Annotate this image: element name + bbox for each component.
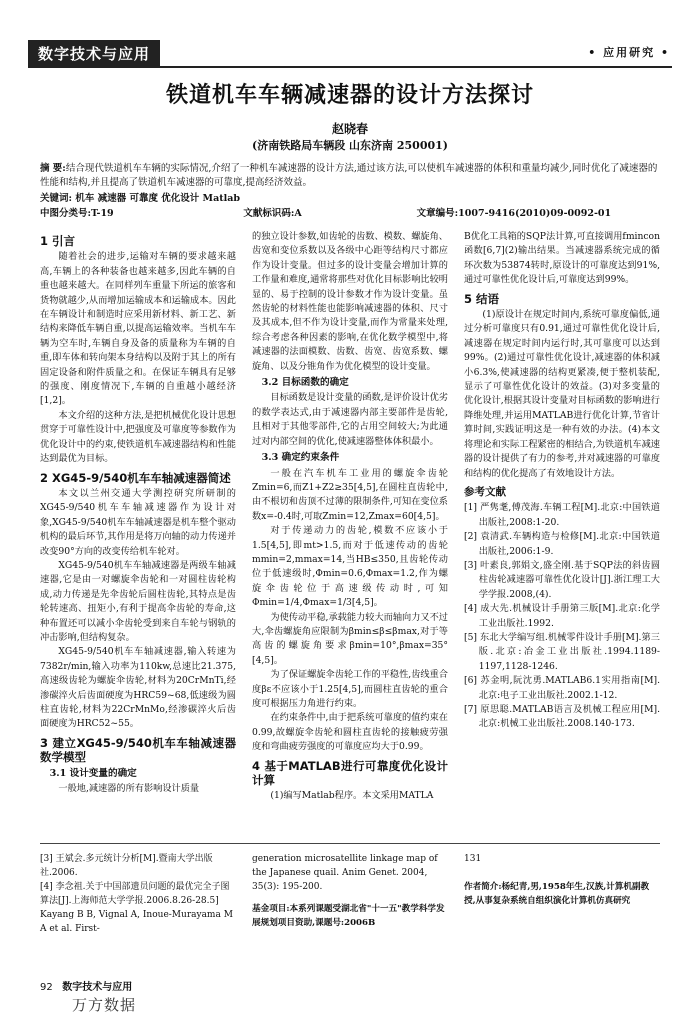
paragraph: XG45-9/540机车车轴减速器是两级车轴减速器,它是由一对螺旋伞齿轮和一对圆柱齿轮构成,动力传递是先伞齿轮后圆柱齿轮,其特点是齿轮转速高、扭矩小,有利于提高伞齿轮的寿命,这种布置还可以减小伞齿轮受到来自车轮与钢轨的冲击影响,但结构复杂。 (40, 559, 236, 643)
column-2 (252, 230, 448, 840)
paragraph: 目标函数是设计变量的函数,是评价设计优劣的数学表达式,由于减速器内部主要部件是齿轮,且相对于其他零部件,它的占用空间较大;为此通过对内部空间的优化,使减速器整体体积最小。 (252, 392, 448, 447)
section-heading: 5 结语 (464, 291, 500, 306)
paragraph: B优化工具箱的SQP法计算,可直接调用fmincon函数[6,7](2)输出结果。当减速器系统完成的循环次数为53874转时,原设计的可靠度达到91%,通过可靠性优化设计后,可靠度达到99%。 (464, 231, 660, 286)
page-journal: 数字技术与应用 (62, 982, 133, 993)
reference-item: [2] 袁清武.车辆构造与检修[M].北京:中国铁道出版社,2006:1-9. (464, 531, 660, 557)
reference-item: [4] 成大先.机械设计手册第三版[M].北京:化学工业出版社.1992. (464, 603, 660, 629)
paragraph: (1)编写Matlab程序。本文采用MATLA (270, 790, 434, 802)
reference-item: [6] 苏金明,阮沈勇.MATLAB6.1实用指南[M].北京:电子工业出版社.2002.1-12. (464, 675, 660, 701)
header-rule (28, 66, 672, 68)
paragraph: 一般在汽车机车工业用的螺旋伞齿轮Zmin=6,而Z1+Z2≥35[4,5],在圆柱直齿轮中,由不根切和齿顶不过薄的限制条件,可知在变位系数x=-0.4时,可取Zmin=12,Zmax=60[4,5]。 (252, 467, 448, 522)
paper-title: 铁道机车车辆减速器的设计方法探讨 (165, 82, 534, 108)
footer-reference: [4] 李念祖.关于中国部遗员问题的最优完全子图算法[J].上海师范大学学报.2006.8.26-28.5] Kayang B B, Vignal A, Inoue-Murayama M A et al. First- (40, 882, 233, 934)
column-3 (464, 230, 660, 840)
column-1 (40, 230, 236, 840)
keywords-text: 机车 减速器 可靠度 优化设计 Matlab (75, 193, 241, 204)
keywords (40, 192, 660, 206)
section-header-box: 数字技术与应用 (28, 40, 160, 67)
subsection-heading: 3.2 目标函数的确定 (261, 377, 349, 389)
section-heading: 4 基于MATLAB进行可靠度优化设计计算 (252, 758, 448, 788)
page-number (40, 978, 132, 993)
section-heading: 3 建立XG45-9/540机车车轴减速器数学模型 (40, 735, 236, 765)
author: 赵晓春 (331, 122, 368, 136)
footer-reference: generation microsatellite linkage map of the Japanese quail. Anim Genet. 2004, 35(3): 195-200. (252, 854, 438, 892)
page-number-value: 92 (40, 982, 53, 993)
keywords-label: 关键词: (40, 193, 73, 204)
paragraph: XG45-9/540机车车轴减速器,输入转速为7382r/min,输入功率为110kw,总速比21.375,高速级齿轮为螺旋伞齿轮,材料为20CrMnTi,经渗碳淬火后齿面硬度为HRC59~68,低速级为圆柱直齿轮,材料为22CrMnMo,经渗碳淬火后齿面硬度为HRC52~55。 (40, 646, 236, 730)
paragraph: 为使传动平稳,承载能力较大而轴向力又不过大,伞齿螺旋角应限制为βmin≤β≤βmax,对于等高齿的螺旋角要求βmin=10°,βmax=35°[4,5]。 (252, 611, 448, 666)
subsection-heading: 3.1 设计变量的确定 (49, 767, 137, 779)
fund-note: 基金项目:本系列课题受湖北省"十一五"教学科学发展规划项目资助,课题号:2006B (252, 904, 445, 928)
footer-reference: [3] 王斌会.多元统计分析[M].暨南大学出版社.2006. (40, 854, 213, 878)
paragraph: 为了保证螺旋伞齿轮工作的平稳性,齿线重合度βε不应该小于1.25[4,5],而圆柱直齿轮的重合度可根据压力角进行约束。 (252, 669, 448, 709)
reference-item: [5] 东北大学编写组.机械零件设计手册[M].第三版.北京:冶金工业出版社.1994.1189-1197,1128-1246. (464, 631, 660, 672)
paragraph: 本文介绍的这种方法,是把机械优化设计思想贯穿于可靠性设计中,把强度及可靠度等参数作为优化设计中的约束,使铁道机车减速器结构和性能达到最优为目标。 (40, 409, 236, 465)
section-heading: 1 引言 (40, 234, 76, 248)
references-heading: 参考文献 (464, 485, 506, 498)
paragraph: 本文以兰州交通大学测控研究所研制的XG45-9/540机车车轴减速器作为设计对象,XG45-9/540机车车轴减速器是机车整个驱动机构的最后环节,其作用是将万向轴的动力传递并改变90°方向的改变传给机车轮对。 (40, 487, 236, 557)
column-label: • 应用研究 • (588, 46, 670, 59)
reference-list (464, 501, 660, 732)
reference-item: [1] 严隽耄,傅茂海.车辆工程[M].北京:中国铁道出版社,2008:1-20. (464, 502, 660, 528)
watermark: 万方数据 (72, 996, 137, 1014)
footer-number: 131 (464, 854, 482, 864)
paragraph: (1)原设计在规定时间内,系统可靠度偏低,通过分析可靠度只有0.91,通过可靠性优化设计后,减速器在规定时间内运行时,其可靠度可以达到99%。(2)通过可靠性优化设计,减速器的体积减小6.3%,使减速器的结构更紧凑,便于整机装配,显示了可靠性优化设计的效益。(3)对多变量的优化设计,根据其设计变量对目标函数的影响进行降维处理,并运用MATLAB进行优化计算,节省计算时间,实践证明这是一种有效的办法。(4)本文将理论和实际工程紧密的相结合,为铁道机车减速器的设计提供了有力的参考,并对减速器的可靠度和结构的优化提高了有效地设计方法。 (464, 309, 660, 479)
classification: 中图分类号:T-19 (40, 208, 114, 219)
paragraph: 在约束条件中,由于把系统可靠度的值约束在0.99,故螺旋伞齿轮和圆柱直齿轮的接触疲劳强度和弯曲疲劳强度的可靠度应均大于0.99。 (252, 712, 448, 753)
author-bio: 作者简介:杨纪青,男,1958年生,汉族,计算机副教授,从事复杂系统自组织演化计算机仿真研究 (464, 882, 650, 906)
reference-item: [7] 原思聪.MATLAB语言及机械工程应用[M].北京:机械工业出版社.2008.140-173. (464, 704, 660, 730)
abstract (40, 162, 660, 190)
paragraph: 一般地,减速器的所有影响设计质量 (58, 783, 200, 795)
reference-item: [3] 叶素良,郭娟文,盛全刚.基于SQP法的斜齿圆柱齿轮减速器可靠性优化设计[J].浙江理工大学学报.2008,(4). (464, 559, 660, 600)
paragraph: 的独立设计参数,如齿轮的齿数、模数、螺旋角、齿宽和变位系数以及各级中心距等结构尺寸都应作为设计变量。但过多的设计变量会增加计算的工作量和难度,通常将那些对优化目标影响比较明显的、易于控制的设计参数才作为设计变量。虽然齿轮的材料性能也能影响减速器的体积、尺寸及其成本,但不作为设计变量,而作为常量来处理,综合考虑各种因素的影响,在优化数学模型中,将减速器的法面模数、齿数、齿宽、齿宽系数、螺旋角、以及分锥角作为优化模型的设计变量。 (252, 231, 448, 372)
footer-divider (40, 843, 660, 844)
paragraph: 对于传递动力的齿轮,模数不应该小于1.5[4,5],即mt>1.5,而对于低速传动的齿轮mmin=2,mmax=14,当HB≤350,且齿轮传动位于低速级时,Φmin=0.6,Φmax=1.2,作为螺旋伞齿轮位于高速级传动时,可知Φmin=1/4,Φmax=1/3[4,5]。 (252, 525, 448, 609)
footer-col-3 (464, 852, 660, 908)
abstract-text: 结合现代铁道机车车辆的实际情况,介绍了一种机车减速器的设计方法,通过该方法,可以使机车减速器的体积和重量均减少,同时优化了减速器的性能和结构,并且提高了铁道机车减速器的可靠度,提高经济效益。 (40, 163, 658, 188)
affiliation: (济南铁路局车辆段 山东济南 250001) (252, 139, 448, 152)
paragraph: 随着社会的进步,运输对车辆的要求越来越高,车辆上的各种装备也越来越多,因此车辆的自重也越来越大。在同样列车重量下所运的旅客和货物就越少,从而增加运输成本和运输成本。因此在车辆设计和制造时应采用新材料、新工艺、新结构来降低车辆自重,以提高运输效率。当机车车辆为空车时,车辆自身及备的质量称为车辆的自重,即车体和转向架本身结构以及附于其上的所有固定设备和附件质量之和。在保证车辆具有足够的强度、刚度情况下,车辆的自重越小越经济[1,2]。 (40, 251, 236, 407)
abstract-label: 摘 要: (40, 163, 66, 174)
footer-col-1 (40, 852, 236, 936)
article-number: 文章编号:1007-9416(2010)09-0092-01 (416, 208, 612, 219)
subsection-heading: 3.3 确定约束条件 (261, 452, 340, 464)
classification-row (40, 207, 660, 221)
section-heading: 2 XG45-9/540机车车轴减速器简述 (40, 470, 231, 485)
doc-code: 文献标识码:A (243, 208, 302, 219)
footer-col-2 (252, 852, 448, 930)
